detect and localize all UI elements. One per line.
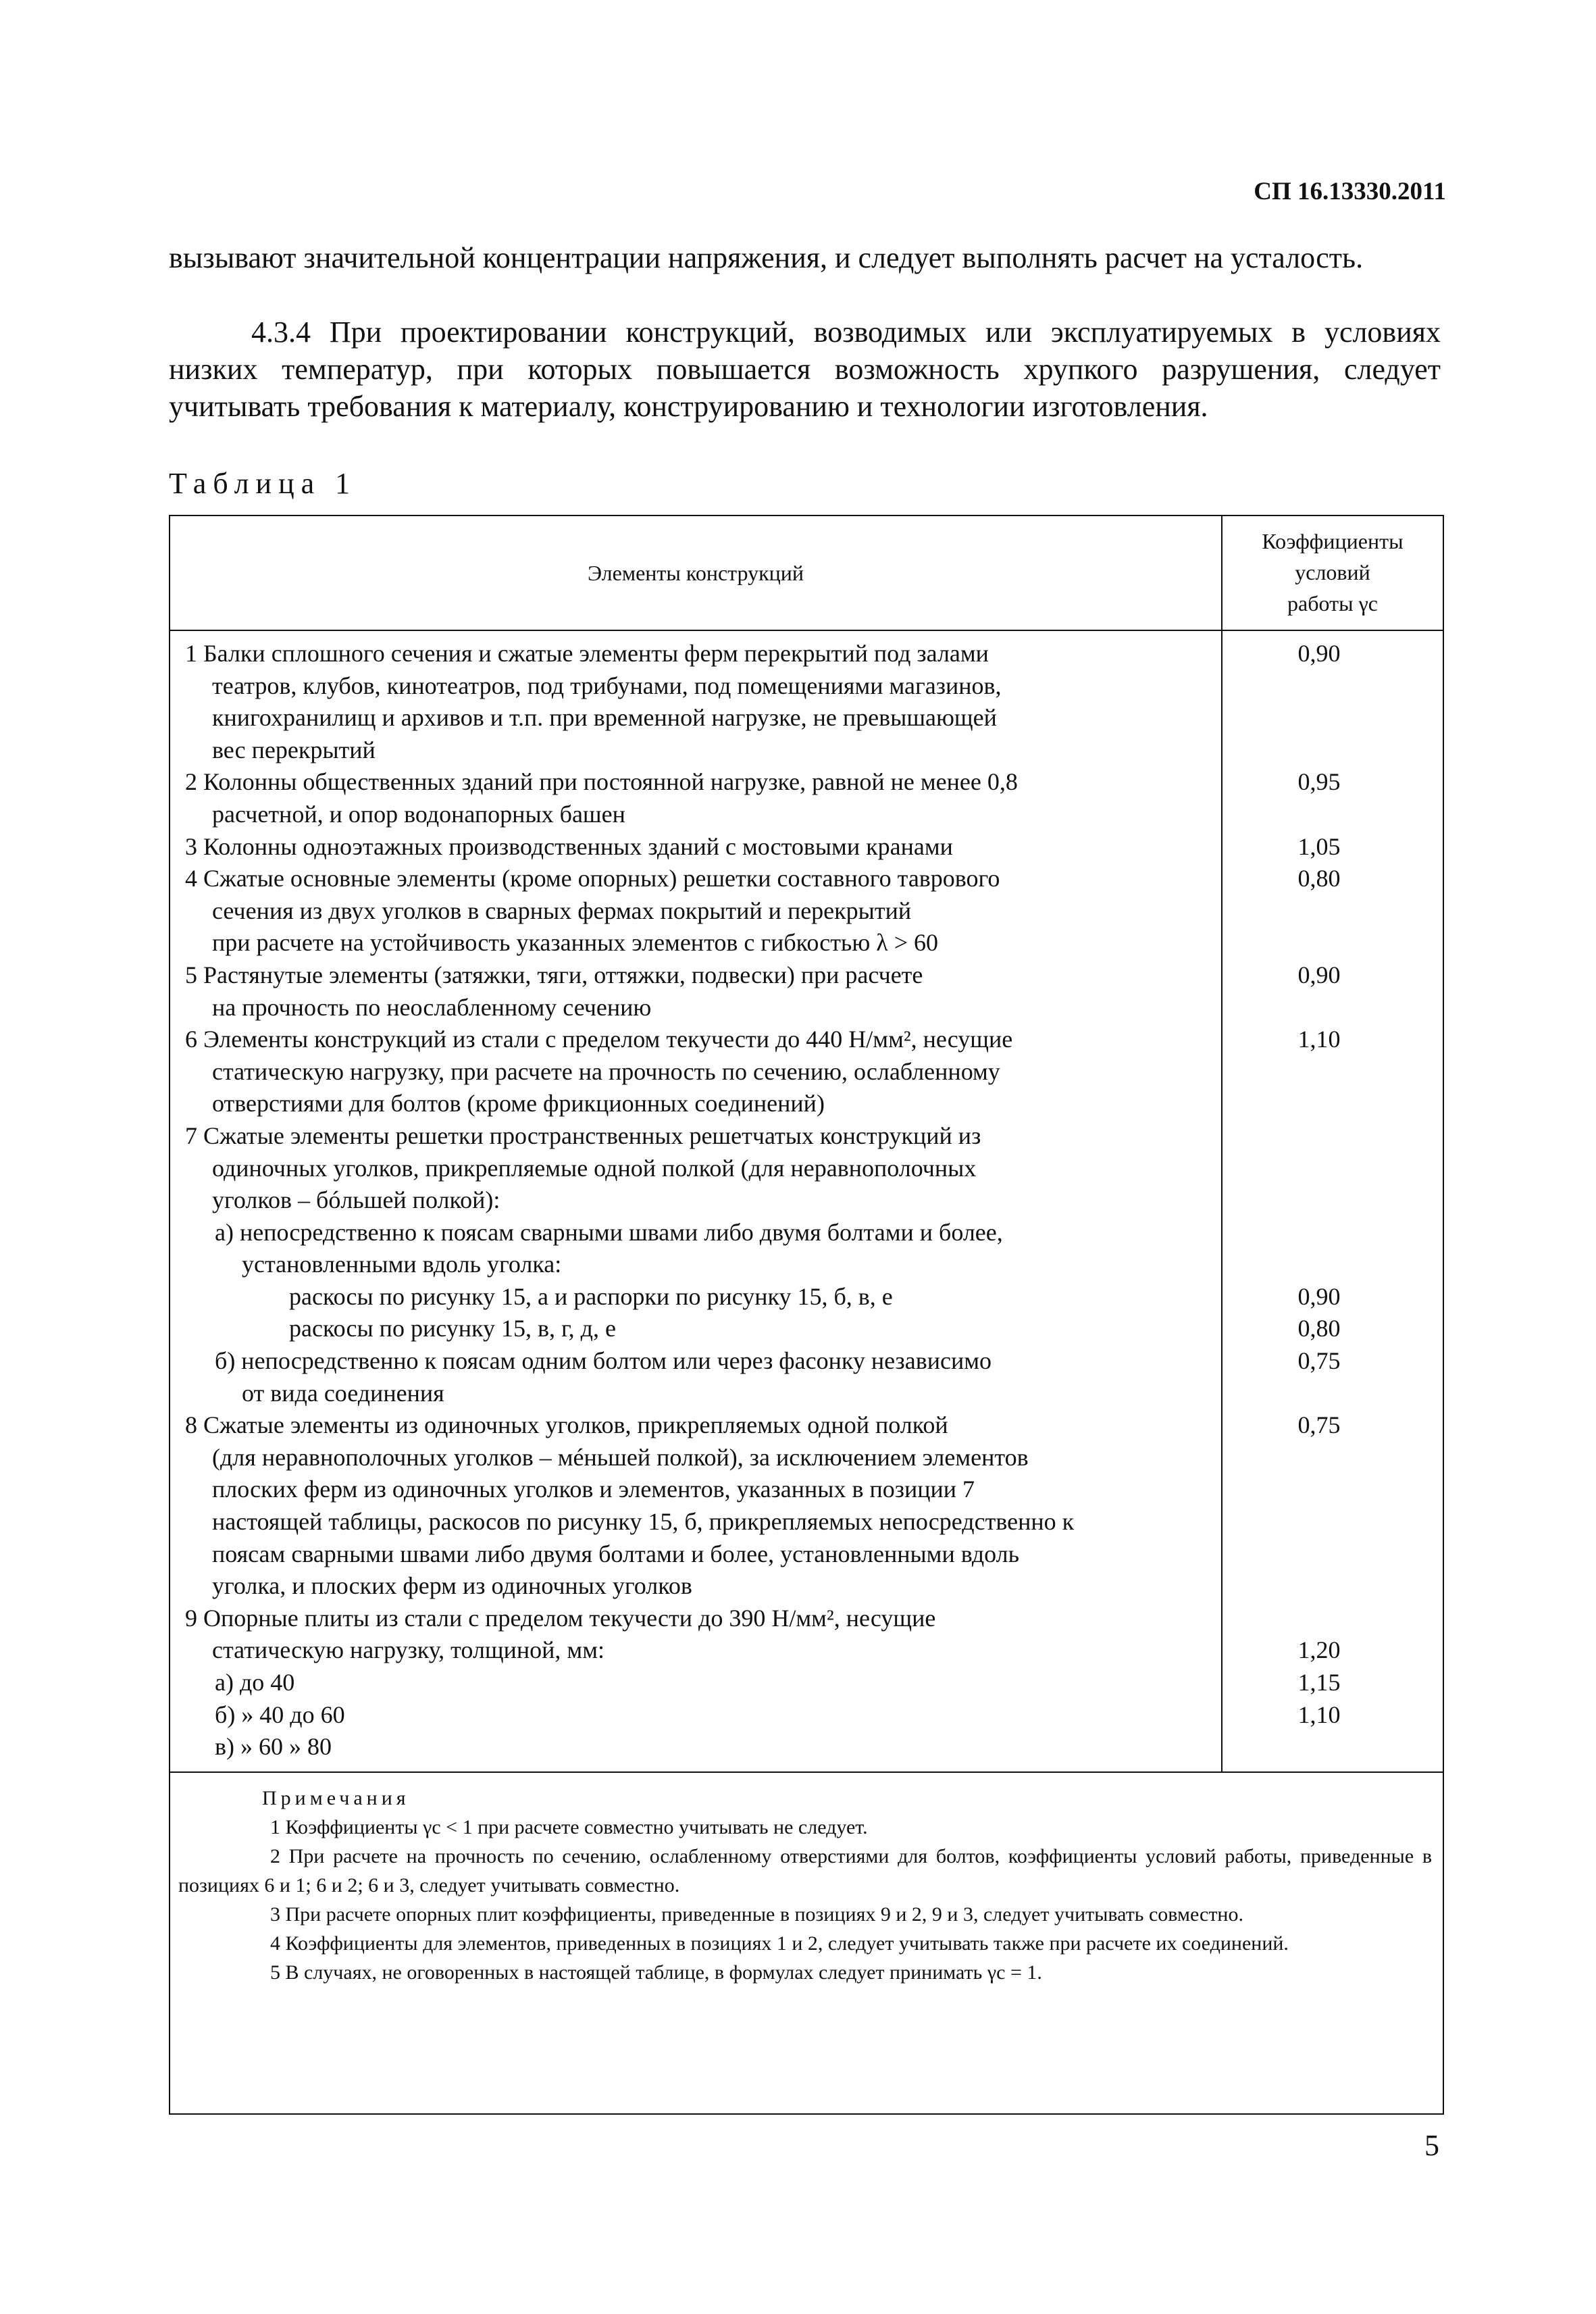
element-text: расчетной, и опор водонапорных башен bbox=[212, 800, 625, 828]
coefficient-value: 1,10 bbox=[1297, 1701, 1341, 1728]
element-text: отверстиями для болтов (кроме фрикционных соединений) bbox=[212, 1090, 825, 1117]
element-text: раскосы по рисунку 15, в, г, д, е bbox=[289, 1315, 616, 1342]
element-text: (для неравнополочных уголков – мéньшей полкой), за исключением элементов bbox=[212, 1443, 1029, 1471]
table-row-continuation bbox=[170, 1731, 1443, 1763]
element-text: сечения из двух уголков в сварных фермах покрытий и перекрытий bbox=[212, 897, 912, 924]
coefficient-value: 0,95 bbox=[1297, 768, 1341, 796]
note-item: 3 При расчете опорных плит коэффициенты, приведенные в позициях 9 и 2, 9 и 3, следует учитывать совместно. bbox=[270, 1903, 1243, 1926]
table-row bbox=[170, 1409, 1443, 1442]
table-row bbox=[170, 863, 1443, 895]
coefficient-value: 0,90 bbox=[1297, 640, 1341, 667]
gamma-c-label: работы γc bbox=[1287, 591, 1378, 615]
element-text: 1 Балки сплошного сечения и сжатые элементы ферм перекрытий под залами bbox=[185, 640, 989, 667]
element-text: статическую нагрузку, при расчете на прочность по сечению, ослабленному bbox=[212, 1057, 1000, 1085]
element-text: театров, клубов, кинотеатров, под трибунами, под помещениями магазинов, bbox=[212, 672, 1002, 699]
coefficient-value: 1,10 bbox=[1297, 1026, 1341, 1053]
note-item: 1 Коэффициенты γc < 1 при расчете совместно учитывать не следует. bbox=[270, 1816, 868, 1838]
notes-divider bbox=[170, 1771, 1443, 1773]
element-text: а) непосредственно к поясам сварными швами либо двумя болтами и более, bbox=[215, 1218, 1003, 1246]
table-row bbox=[170, 831, 1443, 863]
table-row bbox=[170, 1603, 1443, 1635]
table-row-continuation bbox=[170, 670, 1443, 703]
table-row-continuation bbox=[170, 1474, 1443, 1506]
element-text: а) до 40 bbox=[215, 1669, 295, 1696]
note-item: 5 В случаях, не оговоренных в настоящей таблице, в формулах следует принимать γc = 1. bbox=[270, 1961, 1042, 1984]
table-row-continuation bbox=[170, 1345, 1443, 1378]
element-text: книгохранилищ и архивов и т.п. при временной нагрузке, не превышающей bbox=[212, 704, 997, 732]
element-text: плоских ферм из одиночных уголков и элементов, указанных в позиции 7 bbox=[212, 1476, 975, 1503]
element-text: 4 Сжатые основные элементы (кроме опорных) решетки составного таврового bbox=[185, 865, 1000, 892]
element-text: 2 Колонны общественных зданий при постоянной нагрузке, равной не менее 0,8 bbox=[185, 768, 1018, 796]
coefficients-table bbox=[169, 515, 1444, 2115]
table-row bbox=[170, 1024, 1443, 1056]
element-text: 3 Колонны одноэтажных производственных зданий с мостовыми кранами bbox=[185, 832, 953, 860]
page-number: 5 bbox=[1424, 2129, 1439, 2162]
table-row-continuation bbox=[170, 1634, 1443, 1667]
table-row-continuation bbox=[170, 1538, 1443, 1571]
paragraph-4-3-4: 4.3.4 При проектировании конструкций, возводимых или эксплуатируемых в условиях низких температур, при которых повышается возможность хрупкого разрушения, следует учитывать требования к материалу, конструированию и технологии изготовления. bbox=[169, 316, 1441, 423]
coefficient-value: 0,90 bbox=[1297, 1282, 1341, 1310]
table-row-continuation bbox=[170, 1249, 1443, 1281]
element-text: уголков – бóльшей полкой): bbox=[212, 1186, 500, 1214]
table-row-continuation bbox=[170, 1281, 1443, 1313]
element-text: одиночных уголков, прикрепляемые одной полкой (для неравнополочных bbox=[212, 1154, 977, 1182]
element-text: б) непосредственно к поясам одним болтом или через фасонку независимо bbox=[215, 1347, 992, 1375]
element-text: б) » 40 до 60 bbox=[215, 1701, 345, 1728]
table-row-continuation bbox=[170, 1667, 1443, 1699]
table-row-continuation bbox=[170, 1570, 1443, 1603]
note-item: 4 Коэффициенты для элементов, приведенных в позициях 1 и 2, следует учитывать также при расчете их соединений. bbox=[270, 1932, 1289, 1955]
table-row-continuation bbox=[170, 1153, 1443, 1185]
table-row-continuation bbox=[170, 702, 1443, 734]
element-text: 5 Растянутые элементы (затяжки, тяги, оттяжки, подвески) при расчете bbox=[185, 961, 923, 988]
coefficient-value: 0,75 bbox=[1297, 1347, 1341, 1375]
coefficient-value: 0,80 bbox=[1297, 865, 1341, 892]
table-row-continuation bbox=[170, 1088, 1443, 1120]
table-row-continuation bbox=[170, 1313, 1443, 1345]
element-text: в) » 60 » 80 bbox=[215, 1733, 332, 1761]
document-code: СП 16.13330.2011 bbox=[1254, 178, 1446, 205]
column-header-coefficients: Коэффициенты условий работы γc bbox=[1222, 526, 1443, 619]
coefficient-value: 1,20 bbox=[1297, 1636, 1341, 1664]
notes-title: Примечания bbox=[262, 1787, 410, 1809]
table-row-continuation bbox=[170, 734, 1443, 767]
table-row-continuation bbox=[170, 1378, 1443, 1410]
table-row-continuation bbox=[170, 799, 1443, 831]
element-text: вес перекрытий bbox=[212, 736, 376, 763]
table-row-continuation bbox=[170, 1699, 1443, 1732]
table-row bbox=[170, 638, 1443, 670]
element-text: 8 Сжатые элементы из одиночных уголков, прикрепляемых одной полкой bbox=[185, 1411, 948, 1439]
table-notes bbox=[170, 1784, 1443, 1987]
element-text: 6 Элементы конструкций из стали с пределом текучести до 440 Н/мм², несущие bbox=[185, 1026, 1013, 1053]
coefficient-value: 0,90 bbox=[1297, 961, 1341, 988]
table-row bbox=[170, 959, 1443, 992]
note-item: 2 При расчете на прочность по сечению, ослабленному отверстиями для болтов, коэффициенты условий работы, приведенные в позициях 6 и 1; 6 и 2; 6 и 3, следует учитывать совместно. bbox=[178, 1845, 1432, 1896]
element-text: от вида соединения bbox=[242, 1379, 444, 1407]
table-row-continuation bbox=[170, 1442, 1443, 1474]
element-text: 9 Опорные плиты из стали с пределом текучести до 390 Н/мм², несущие bbox=[185, 1604, 936, 1632]
element-text: поясам сварными швами либо двумя болтами и более, установленными вдоль bbox=[212, 1540, 1020, 1567]
element-text: уголка, и плоских ферм из одиночных уголков bbox=[212, 1572, 692, 1600]
element-text: статическую нагрузку, толщиной, мм: bbox=[212, 1636, 604, 1664]
table-row-continuation bbox=[170, 927, 1443, 959]
coefficient-value: 1,05 bbox=[1297, 832, 1341, 860]
table-row-continuation bbox=[170, 992, 1443, 1024]
header-divider bbox=[170, 630, 1443, 631]
table-row-continuation bbox=[170, 1184, 1443, 1217]
element-text: настоящей таблицы, раскосов по рисунку 15, б, прикрепляемых непосредственно к bbox=[212, 1508, 1075, 1536]
element-text: при расчете на устойчивость указанных элементов с гибкостью λ > 60 bbox=[212, 929, 938, 957]
element-text: 7 Сжатые элементы решетки пространственных решетчатых конструкций из bbox=[185, 1122, 981, 1149]
table-row-continuation bbox=[170, 895, 1443, 928]
element-text: раскосы по рисунку 15, а и распорки по рисунку 15, б, в, е bbox=[289, 1282, 893, 1310]
column-header-elements: Элементы конструкций bbox=[587, 560, 804, 585]
table-row bbox=[170, 1120, 1443, 1153]
coefficient-value: 0,75 bbox=[1297, 1411, 1341, 1439]
coefficient-value: 1,15 bbox=[1297, 1669, 1341, 1696]
coefficient-value: 0,80 bbox=[1297, 1315, 1341, 1342]
element-text: на прочность по неослабленному сечению bbox=[212, 993, 652, 1021]
element-text: установленными вдоль уголка: bbox=[242, 1251, 562, 1278]
table-body bbox=[170, 638, 1443, 1763]
table-row bbox=[170, 766, 1443, 799]
table-row-continuation bbox=[170, 1056, 1443, 1088]
table-row-continuation bbox=[170, 1217, 1443, 1249]
table-row-continuation bbox=[170, 1506, 1443, 1538]
table-title: Таблица 1 bbox=[169, 467, 357, 500]
paragraph-continuation: вызывают значительной концентрации напряжения, и следует выполнять расчет на усталость. bbox=[169, 241, 1364, 274]
